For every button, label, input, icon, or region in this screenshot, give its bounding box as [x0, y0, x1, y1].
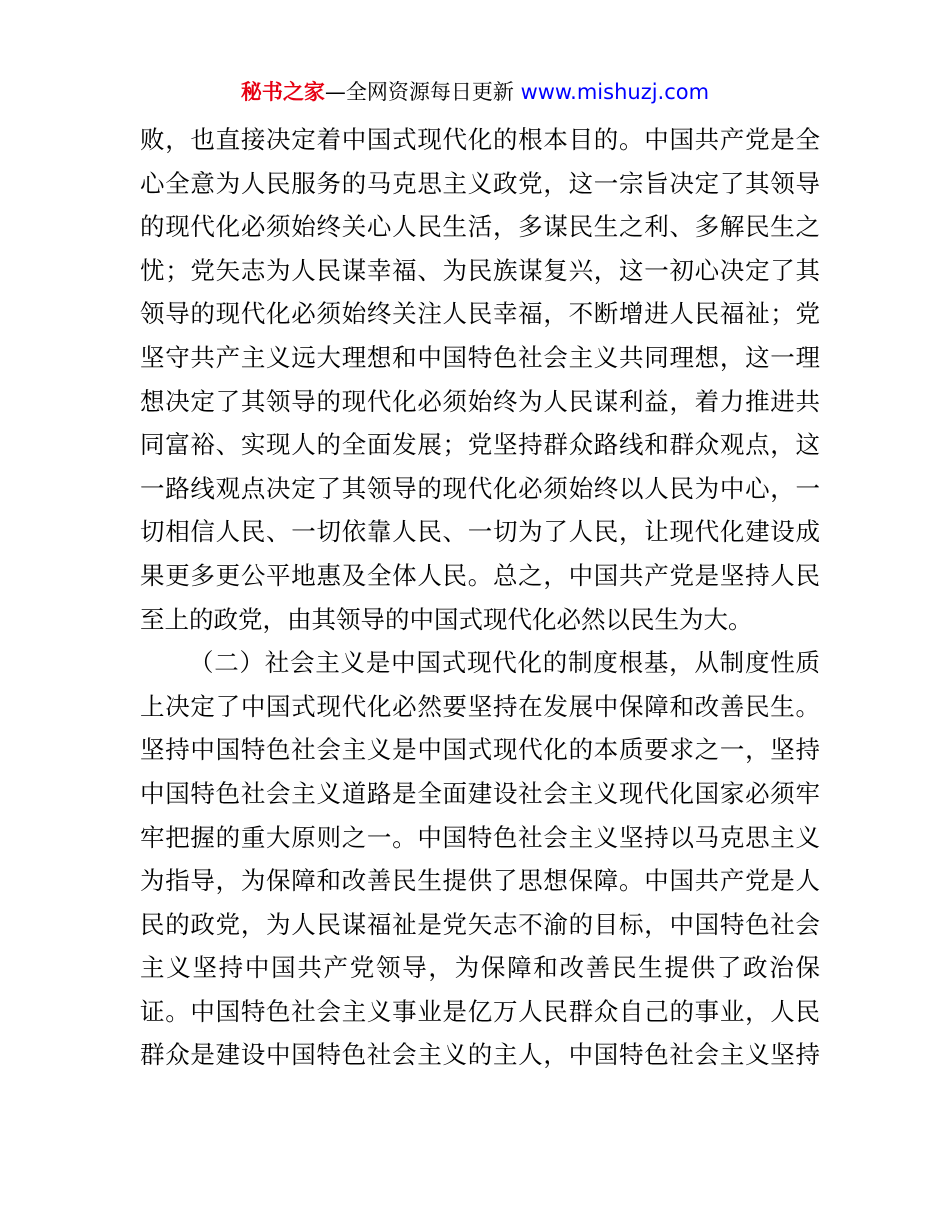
- site-brand: 秘书之家: [240, 80, 325, 104]
- text-line: 领导的现代化必须始终关注人民幸福，不断增进人民福祉；党: [140, 299, 820, 329]
- text-line: 切相信人民、一切依靠人民、一切为了人民，让现代化建设成: [140, 517, 820, 547]
- paragraph-2: [140, 641, 820, 1077]
- text-line: 群众是建设中国特色社会主义的主人，中国特色社会主义坚持: [140, 1040, 820, 1070]
- text-line: 忧；党矢志为人民谋幸福、为民族谋复兴，这一初心决定了其: [140, 255, 820, 285]
- text-line: 证。中国特色社会主义事业是亿万人民群众自己的事业，人民: [140, 996, 820, 1026]
- text-line: 上决定了中国式现代化必然要坚持在发展中保障和改善民生。: [140, 691, 820, 721]
- text-line: 牢把握的重大原则之一。中国特色社会主义坚持以马克思主义: [140, 822, 820, 852]
- text-line: 中国特色社会主义道路是全面建设社会主义现代化国家必须牢: [140, 778, 820, 808]
- site-url[interactable]: www.mishuzj.com: [520, 80, 710, 104]
- text-line: 主义坚持中国共产党领导，为保障和改善民生提供了政治保: [140, 953, 820, 983]
- text-line: 坚守共产主义远大理想和中国特色社会主义共同理想，这一理: [140, 342, 820, 372]
- text-line: （二）社会主义是中国式现代化的制度根基，从制度性质: [189, 648, 820, 678]
- text-line: 败，也直接决定着中国式现代化的根本目的。中国共产党是全: [140, 125, 820, 154]
- site-header: [0, 76, 950, 108]
- text-line: 想决定了其领导的现代化必须始终为人民谋利益，着力推进共: [140, 386, 820, 416]
- text-line: 为指导，为保障和改善民生提供了思想保障。中国共产党是人: [140, 866, 820, 896]
- text-line: 果更多更公平地惠及全体人民。总之，中国共产党是坚持人民: [140, 560, 820, 590]
- text-line: 一路线观点决定了其领导的现代化必须始终以人民为中心，一: [140, 473, 820, 503]
- paragraph-1: [140, 118, 820, 641]
- text-line: 心全意为人民服务的马克思主义政党，这一宗旨决定了其领导: [140, 168, 820, 198]
- text-line: 的现代化必须始终关心人民生活，多谋民生之利、多解民生之: [140, 212, 820, 242]
- text-line: 坚持中国特色社会主义是中国式现代化的本质要求之一，坚持: [140, 735, 820, 765]
- document-body: [140, 118, 820, 1077]
- text-line: 民的政党，为人民谋福祉是党矢志不渝的目标，中国特色社会: [140, 909, 820, 939]
- text-line: 同富裕、实现人的全面发展；党坚持群众路线和群众观点，这: [140, 430, 820, 460]
- site-tagline: —全网资源每日更新: [324, 80, 521, 104]
- text-line: 至上的政党，由其领导的中国式现代化必然以民生为大。: [140, 604, 753, 634]
